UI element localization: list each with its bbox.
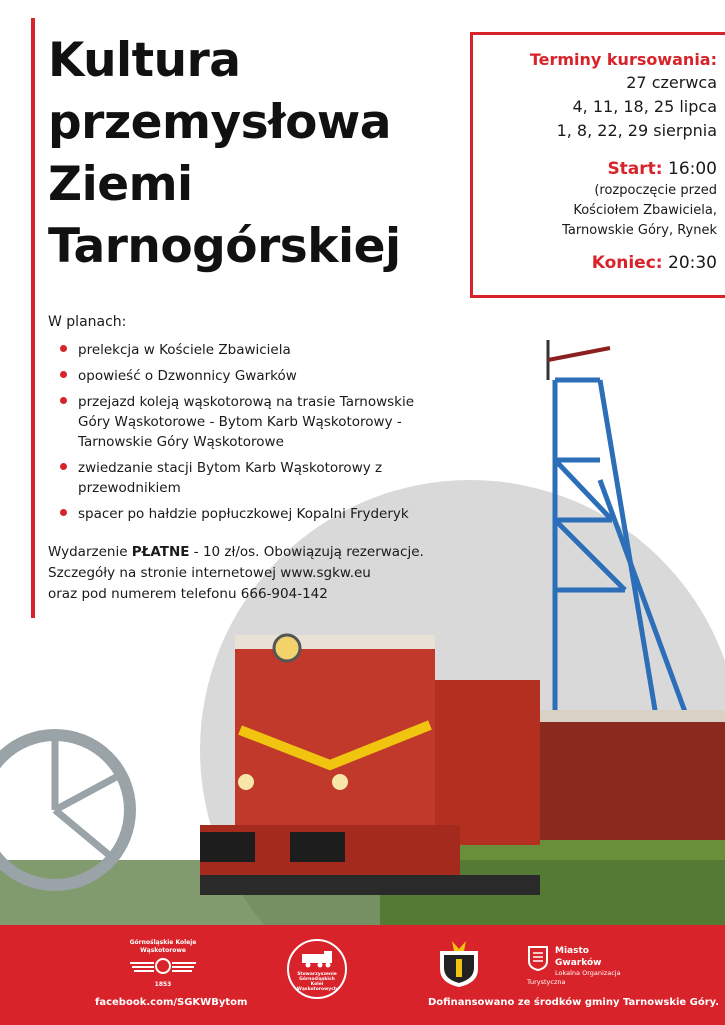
plans-heading: W planach: <box>48 314 127 330</box>
schedule-date: 27 czerwca <box>626 73 717 92</box>
schedule-heading: Terminy kursowania: <box>529 50 717 69</box>
logo4-sub: Lokalna Organizacja Turystyczna <box>527 969 621 986</box>
schedule-date: 1, 8, 22, 29 sierpnia <box>556 121 717 140</box>
logo1-name: Górnośląskie Koleje Wąskotorowe <box>129 939 197 954</box>
logo4-title: Miasto Gwarków <box>555 946 602 968</box>
logo1-year: 1853 <box>154 981 172 988</box>
list-item: prelekcja w Kościele Zbawiciela <box>60 340 445 360</box>
schedule-date: 4, 11, 18, 25 lipca <box>572 97 717 116</box>
locomotive-seal-logo <box>287 939 347 999</box>
title-line: przemysłowa <box>48 95 392 150</box>
paid-label: PŁATNE <box>131 544 190 560</box>
info-line-2: Szczegóły na stronie internetowej www.sgkw.eu <box>48 565 371 581</box>
title-line: Kultura <box>48 33 241 88</box>
locomotive-icon <box>300 950 334 968</box>
list-item: spacer po hałdzie popłuczkowej Kopalni Fryderyk <box>60 504 445 524</box>
info-suffix: - 10 zł/os. Obowiązują rezerwacje. <box>189 544 424 560</box>
info-line-1 <box>48 542 458 563</box>
list-item: opowieść o Dzwonnicy Gwarków <box>60 366 445 386</box>
info-prefix: Wydarzenie <box>48 544 128 560</box>
winged-wheel-icon <box>128 955 198 977</box>
title-line: Tarnogórskiej <box>48 219 401 274</box>
train-wings-logo <box>118 939 208 989</box>
start-label: Start: <box>607 159 663 179</box>
facebook-link[interactable]: facebook.com/SGKWBytom <box>95 997 248 1008</box>
logo2-text: Stowarzyszenie Górnośląskich Kolei Wąskotorowych <box>296 972 338 992</box>
end-time: 20:30 <box>668 253 717 273</box>
start-row <box>473 157 717 181</box>
funding-note: Dofinansowano ze środków gminy Tarnowskie Góry. <box>428 997 720 1008</box>
schedule-box <box>470 32 725 298</box>
plans-list <box>60 340 445 530</box>
start-time: 16:00 <box>668 159 717 179</box>
end-label: Koniec: <box>591 253 663 273</box>
list-item: zwiedzanie stacji Bytom Karb Wąskotorowy z przewodnikiem <box>60 458 445 498</box>
coat-of-arms-icon <box>436 937 482 989</box>
list-item: przejazd koleją wąskotorową na trasie Tarnowskie Góry Wąskotorowe - Bytom Karb Wąskotorowy - Tarnowskie Góry Wąskotorowe <box>60 392 445 452</box>
end-row <box>473 251 717 275</box>
start-note: Tarnowskie Góry, Rynek <box>562 223 717 238</box>
start-note: (rozpoczęcie przed <box>594 183 717 198</box>
page-title <box>48 30 401 278</box>
miasto-gwarkow-logo <box>527 945 633 987</box>
title-line: Ziemi <box>48 157 193 212</box>
city-coat-of-arms <box>436 937 482 993</box>
shield-icon <box>527 945 549 971</box>
start-note: Kościołem Zbawiciela, <box>573 203 717 218</box>
info-line-3: oraz pod numerem telefonu 666-904-142 <box>48 586 328 602</box>
footer <box>0 925 725 1025</box>
event-info <box>48 542 458 605</box>
